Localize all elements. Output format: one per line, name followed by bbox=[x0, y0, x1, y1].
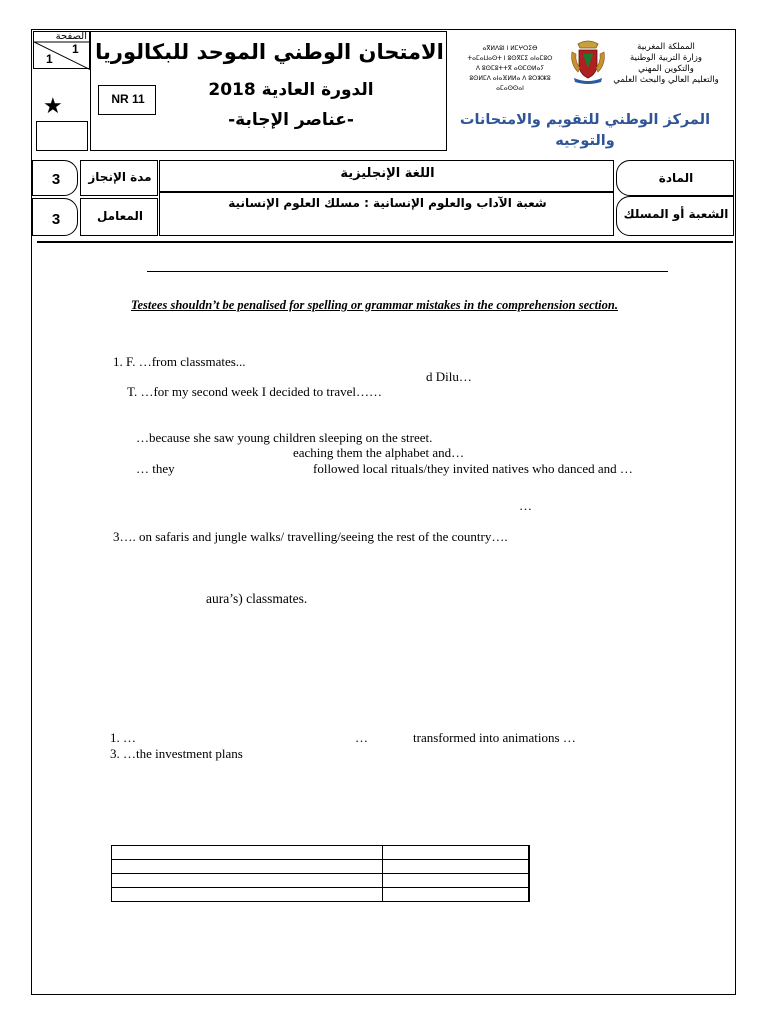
page-number-box bbox=[33, 31, 90, 69]
duration-label: مدة الإنجاز bbox=[88, 170, 152, 184]
center-line: والتوجيه bbox=[555, 133, 615, 149]
tifinagh-text bbox=[455, 44, 565, 94]
table-cell bbox=[383, 860, 528, 874]
answer-key-label: -عناصر الإجابة- bbox=[228, 110, 354, 130]
answer-line: … bbox=[355, 730, 368, 745]
ministry-line: وزارة التربية الوطنية bbox=[629, 53, 703, 63]
table-cell bbox=[528, 860, 529, 874]
table-cell bbox=[528, 874, 529, 888]
table-cell bbox=[383, 874, 528, 888]
table-cell bbox=[383, 846, 528, 860]
subject-label-box bbox=[616, 160, 734, 196]
branch-label-box bbox=[616, 196, 734, 236]
tifinagh-line: ⴷ ⵓⵙⵎⵓⵜⵜⴳ ⴰⵙⵎⵙⵍⴰⵢ bbox=[475, 65, 545, 72]
table-row bbox=[112, 846, 676, 860]
answer-line: transformed into animations … bbox=[413, 730, 576, 745]
table-row bbox=[112, 874, 676, 888]
branch-value: شعبة الآداب والعلوم الإنسانية : مسلك العلوم الإنسانية bbox=[228, 196, 547, 210]
answer-line: aura’s) classmates. bbox=[206, 591, 308, 606]
answer-line: … they bbox=[136, 461, 175, 476]
table-cell bbox=[112, 860, 383, 874]
answer-line: eaching them the alphabet and… bbox=[293, 445, 465, 460]
table-row bbox=[112, 860, 676, 874]
tifinagh-line: ⴰⴳⵍⴷⵓⵏ ⵏ ⵍⵎⵖⵔⵉⴱ bbox=[482, 45, 538, 52]
coef-label: المعامل bbox=[96, 209, 144, 223]
coef-label-box bbox=[80, 198, 158, 236]
grading-note: Testees shouldn’t be penalised for spelling or grammar mistakes in the comprehension section. bbox=[131, 298, 618, 312]
answer-line: 1. … bbox=[110, 730, 136, 745]
page-label: الصفحة bbox=[55, 31, 87, 42]
ministry-line: والتكوين المهني bbox=[638, 64, 694, 74]
code-box bbox=[98, 85, 156, 115]
info-area bbox=[32, 158, 736, 238]
ministry-block bbox=[610, 42, 722, 86]
header-divider bbox=[37, 241, 733, 243]
title-rule bbox=[147, 271, 668, 272]
exam-title: الامتحان الوطني الموحد للبكالوريا bbox=[95, 40, 444, 64]
coef-value: 3 bbox=[51, 211, 61, 228]
table-cell bbox=[112, 888, 383, 902]
duration-label-box bbox=[80, 160, 158, 196]
answer-line: 3…. on safaris and jungle walks/ travelling/seeing the rest of the country…. bbox=[113, 529, 508, 544]
answer-line: …because she saw young children sleeping on the street. bbox=[136, 430, 433, 445]
answer-line: 3. …the investment plans bbox=[110, 746, 243, 761]
exam-code: NR 11 bbox=[111, 92, 145, 106]
answer-line: 1. F. …from classmates... bbox=[113, 354, 246, 369]
star-icon: ★ bbox=[43, 94, 63, 119]
page-current: 1 bbox=[46, 52, 53, 66]
answer-table bbox=[111, 845, 676, 902]
table-cell bbox=[528, 888, 529, 902]
coat-of-arms-icon bbox=[568, 38, 608, 86]
ministry-line: والتعليم العالي والبحث العلمي bbox=[613, 75, 719, 85]
duration-value: 3 bbox=[51, 171, 61, 188]
coef-value-box bbox=[32, 198, 78, 236]
tifinagh-line: ⵜⴰⵎⴰⵡⴰⵙⵜ ⵏ ⵓⵙⴳⵎⵉ ⴰⵏⴰⵎⵓⵔ bbox=[467, 55, 553, 62]
table-cell bbox=[383, 888, 528, 902]
subject-label: المادة bbox=[658, 171, 694, 185]
answer-line: d Dilu… bbox=[426, 369, 472, 384]
branch-label: الشعبة أو المسلك bbox=[623, 207, 729, 221]
national-center bbox=[455, 110, 715, 152]
branch-box bbox=[159, 192, 614, 236]
subject-box bbox=[159, 160, 614, 192]
table-cell bbox=[112, 846, 383, 860]
center-line: المركز الوطني للتقويم والامتحانات bbox=[459, 112, 711, 128]
tifinagh-line: ⵓⵙⵍⵎⴷ ⴰⵏⴰⴼⵍⵍⴰ ⴷ ⵓⵔⵣⵣⵓ ⴰⵎⴰⵙⵙⴰⵏ bbox=[469, 75, 551, 92]
empty-box bbox=[36, 121, 88, 151]
table-cell bbox=[112, 874, 383, 888]
table-cell bbox=[528, 846, 529, 860]
kingdom-name: المملكة المغربية bbox=[637, 42, 695, 52]
page-total: 1 bbox=[72, 42, 79, 56]
duration-value-box bbox=[32, 160, 78, 196]
session: الدورة العادية 2018 bbox=[208, 80, 374, 100]
answer-line: T. …for my second week I decided to travel…… bbox=[127, 384, 382, 399]
answer-line: … bbox=[519, 498, 532, 513]
subject-value: اللغة الإنجليزية bbox=[340, 166, 435, 181]
answer-line: followed local rituals/they invited natives who danced and … bbox=[313, 461, 633, 476]
table-row bbox=[112, 888, 676, 902]
